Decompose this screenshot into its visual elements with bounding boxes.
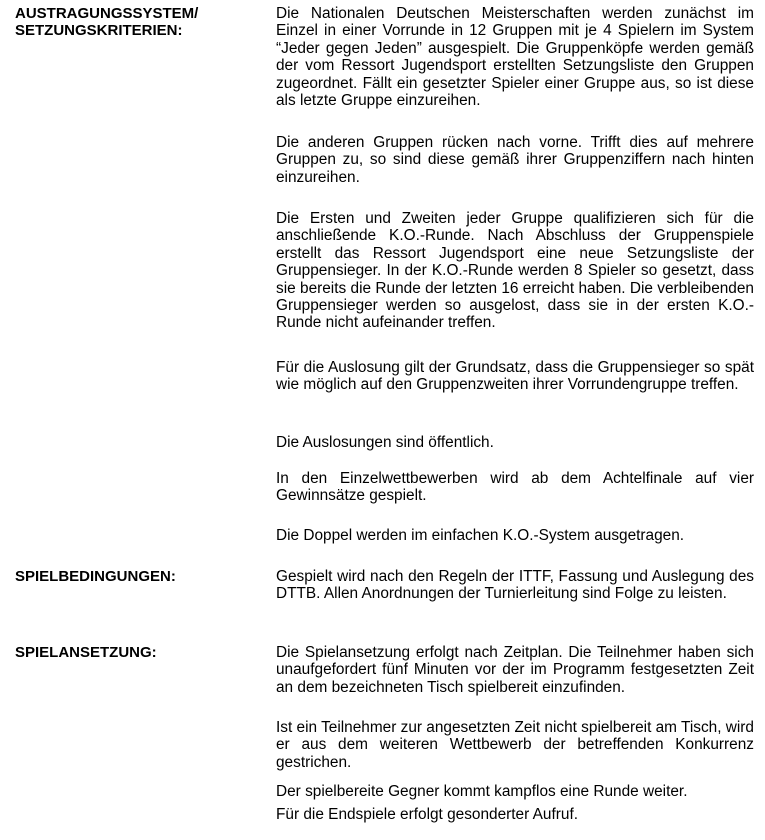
paragraph: Der spielbereite Gegner kommt kampflos eine Runde weiter. (276, 783, 688, 800)
paragraph: Die Ersten und Zweiten jeder Gruppe qualifizieren sich für die anschließende K.O.-Runde. Nach Abschluss der Gruppenspiele erstellt das Ressort Jugendsport eine neue Setzungsliste der Gruppensieger. In der K.O.-Runde werden 8 Spieler so gesetzt, dass sie bereits die Runde der letzten 16 erreicht haben. Die verbleibenden Gruppensieger werden so ausgelost, dass sie in der ersten K.O.-Runde nicht aufeinander treffen. (276, 210, 754, 332)
paragraph: Gespielt wird nach den Regeln der ITTF, Fassung und Auslegung des DTTB. Allen Anordnungen der Turnierleitung sind Folge zu leisten. (276, 568, 754, 603)
section-label-spielansetzung: SPIELANSETZUNG: (15, 644, 157, 661)
paragraph: Ist ein Teilnehmer zur angesetzten Zeit nicht spielbereit am Tisch, wird er aus dem weiteren Wettbewerb der betreffenden Konkurrenz gestrichen. (276, 719, 754, 771)
paragraph: In den Einzelwettbewerben wird ab dem Achtelfinale auf vier Gewinnsätze gespielt. (276, 470, 754, 505)
paragraph: Für die Auslosung gilt der Grundsatz, dass die Gruppensieger so spät wie möglich auf den Gruppenzweiten ihrer Vorrundengruppe treffen. (276, 359, 754, 394)
paragraph: Für die Endspiele erfolgt gesonderter Aufruf. (276, 806, 579, 823)
paragraph: Die Doppel werden im einfachen K.O.-System ausgetragen. (276, 527, 685, 544)
section-label-austragungssystem: AUSTRAGUNGSSYSTEM/ SETZUNGSKRITERIEN: (15, 5, 199, 39)
paragraph: Die Auslosungen sind öffentlich. (276, 434, 494, 451)
paragraph: Die Nationalen Deutschen Meisterschaften werden zunächst im Einzel in einer Vorrunde in 12 Gruppen mit je 4 Spielern im System “Jeder gegen Jeden” ausgespielt. Die Gruppenköpfe werden gemäß der vom Ressort Jugendsport erstellten Setzungsliste den Gruppen zugeordnet. Fällt ein gesetzter Spieler einer Gruppe aus, so ist diese als letzte Gruppe einzureihen. (276, 5, 754, 110)
paragraph: Die anderen Gruppen rücken nach vorne. Trifft dies auf mehrere Gruppen zu, so sind diese gemäß ihrer Gruppenziffern nach hinten einzureihen. (276, 134, 754, 186)
paragraph: Die Spielansetzung erfolgt nach Zeitplan. Die Teilnehmer haben sich unaufgefordert fünf Minuten vor der im Programm festgesetzten Zeit an dem bezeichneten Tisch spielbereit einzufinden. (276, 644, 754, 696)
section-label-spielbedingungen: SPIELBEDINGUNGEN: (15, 568, 176, 585)
